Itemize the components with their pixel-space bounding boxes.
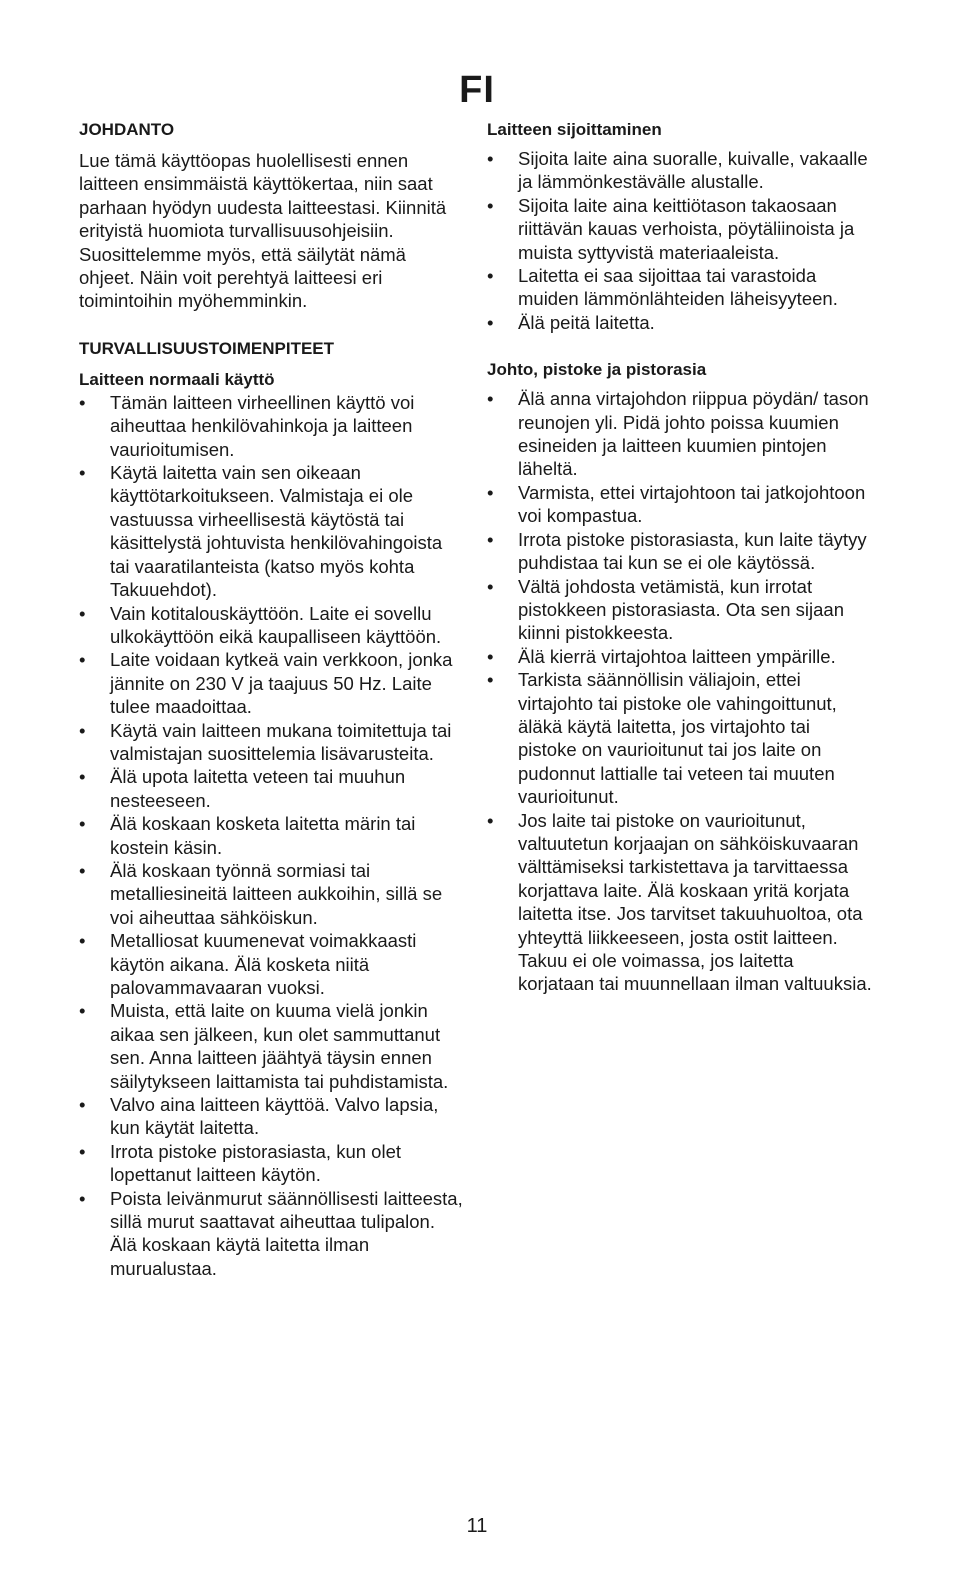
list-item-text: Älä koskaan kosketa laitetta märin tai kostein käsin. xyxy=(110,813,416,858)
intro-heading: JOHDANTO xyxy=(79,120,175,139)
bullet-icon: • xyxy=(79,930,86,952)
bullet-icon: • xyxy=(487,645,494,667)
list-item-text: Sijoita laite aina keittiötason takaosaan riittävän kauas verhoista, pöytäliinoista ja muista syttyvistä materiaaleista. xyxy=(518,194,855,263)
list-item xyxy=(487,481,872,528)
placement-heading: Laitteen sijoittaminen xyxy=(487,120,662,139)
list-item-text: Vain kotitalouskäyttöön. Laite ei sovellu ulkokäyttöön eikä kaupalliseen käyttöön. xyxy=(110,602,442,647)
list-item xyxy=(79,461,464,601)
bullet-icon: • xyxy=(79,649,86,671)
list-item xyxy=(79,602,464,649)
cord-list xyxy=(487,387,872,996)
right-column xyxy=(487,118,872,996)
list-item xyxy=(487,194,872,264)
list-item-text: Varmista, ettei virtajohtoon tai jatkojohtoon voi kompastua. xyxy=(518,481,866,527)
list-item-text: Poista leivänmurut säännöllisesti laitteesta, sillä murut saattavat aiheuttaa tulipalon. Älä koskaan käytä laitetta ilman murualustaa. xyxy=(110,1187,463,1279)
left-column xyxy=(79,118,464,1280)
list-item-text: Muista, että laite on kuuma vielä jonkin aikaa sen jälkeen, kun olet sammuttanut sen. Anna laitteen jäähtyä täysin ennen säilytykseen laittamista tai puhdistamista. xyxy=(110,1000,449,1092)
bullet-icon: • xyxy=(79,1187,86,1209)
list-item xyxy=(487,387,872,481)
bullet-icon: • xyxy=(487,528,494,550)
list-item xyxy=(79,1093,464,1140)
list-item-text: Vältä johdosta vetämistä, kun irrotat pistokkeen pistorasiasta. Ota sen sijaan kiinni pistokkeesta. xyxy=(518,575,844,644)
list-item xyxy=(79,859,464,929)
bullet-icon: • xyxy=(79,462,86,484)
bullet-icon: • xyxy=(487,194,494,216)
bullet-icon: • xyxy=(79,1094,86,1116)
intro-paragraph: Lue tämä käyttöopas huolellisesti ennen laitteen ensimmäistä käyttökertaa, niin saat parhaan hyödyn uudesta laitteestasi. Kiinnitä erityistä huomiota turvallisuusohjeisiin. Suosittelemme myös, että säilytät nämä ohjeet. Näin voit perehtyä laitteesi eri toimintoihin myöhemminkin. xyxy=(79,150,447,312)
list-item xyxy=(487,528,872,575)
bullet-icon: • xyxy=(79,1000,86,1022)
bullet-icon: • xyxy=(79,391,86,413)
list-item-text: Älä upota laitetta veteen tai muuhun nesteeseen. xyxy=(110,766,406,811)
cord-heading: Johto, pistoke ja pistorasia xyxy=(487,360,707,380)
list-item xyxy=(79,929,464,999)
bullet-icon: • xyxy=(79,1140,86,1162)
list-item xyxy=(487,264,872,311)
list-item-text: Laitetta ei saa sijoittaa tai varastoida muiden lämmönlähteiden läheisyyteen. xyxy=(518,265,838,310)
list-item-text: Älä kierrä virtajohtoa laitteen ympärille. xyxy=(518,645,836,667)
list-item xyxy=(79,391,464,461)
placement-list xyxy=(487,147,872,334)
list-item xyxy=(79,812,464,859)
list-item xyxy=(79,648,464,718)
bullet-icon: • xyxy=(79,766,86,788)
list-item-text: Laite voidaan kytkeä vain verkkoon, jonka jännite on 230 V ja taajuus 50 Hz. Laite tulee maadoittaa. xyxy=(110,649,453,718)
list-item-text: Tämän laitteen virheellinen käyttö voi aiheuttaa henkilövahinkoja ja laitteen vaurioitumisen. xyxy=(110,391,415,460)
list-item xyxy=(487,645,872,668)
list-item xyxy=(487,809,872,996)
list-item xyxy=(79,719,464,766)
bullet-icon: • xyxy=(487,575,494,597)
list-item xyxy=(79,765,464,812)
bullet-icon: • xyxy=(79,859,86,881)
bullet-icon: • xyxy=(487,809,494,831)
list-item-text: Tarkista säännöllisin väliajoin, ettei virtajohto tai pistoke ole vahingoittunut, äläkä käytä laitetta, jos virtajohto tai pistoke on vaurioitunut tai jos laite on pudonnut lattialle tai veteen tai muuten vaurioitunut. xyxy=(518,669,837,808)
list-item xyxy=(79,1187,464,1281)
language-code: FI xyxy=(459,69,495,111)
list-item-text: Älä peitä laitetta. xyxy=(518,311,655,333)
normal-use-list xyxy=(79,391,464,1280)
safety-heading: TURVALLISUUSTOIMENPITEET xyxy=(79,338,335,358)
bullet-icon: • xyxy=(487,481,494,503)
page-number: 11 xyxy=(466,1515,488,1537)
list-item-text: Jos laite tai pistoke on vaurioitunut, valtuutetun korjaajan on sähköiskuvaaran välttämiseksi tarkistettava ja tarvittaessa korjattava laite. Älä koskaan yritä korjata laitetta itse. Jos tarvitset takuuhuoltoa, ota yhteyttä liikkeeseen, josta ostit laitteen. Takuu ei ole voimassa, jos laitetta korjataan tai muunnellaan ilman valtuuksia. xyxy=(518,809,872,995)
bullet-icon: • xyxy=(79,719,86,741)
list-item-text: Irrota pistoke pistorasiasta, kun laite täytyy puhdistaa tai kun se ei ole käytössä. xyxy=(518,528,867,574)
list-item-text: Käytä laitetta vain sen oikeaan käyttötarkoitukseen. Valmistaja ei ole vastuussa virheellisestä käytöstä tai käsittelystä johtuvista henkilövahingoista tai vaaratilanteista (katso myös kohta Takuuehdot). xyxy=(110,462,443,601)
list-item xyxy=(79,1140,464,1187)
list-item-text: Valvo aina laitteen käyttöä. Valvo lapsia, kun käytät laitetta. xyxy=(110,1094,439,1139)
list-item-text: Sijoita laite aina suoralle, kuivalle, vakaalle ja lämmönkestävälle alustalle. xyxy=(518,148,868,193)
list-item xyxy=(487,575,872,645)
bullet-icon: • xyxy=(487,388,494,410)
bullet-icon: • xyxy=(79,602,86,624)
list-item xyxy=(487,668,872,808)
list-item-text: Käytä vain laitteen mukana toimitettuja tai valmistajan suosittelemia lisävarusteita. xyxy=(110,719,452,764)
list-item-text: Älä anna virtajohdon riippua pöydän/ tason reunojen yli. Pidä johto poissa kuumien esineiden ja laitteen kuumien pintojen läheltä. xyxy=(518,388,869,480)
list-item-text: Älä koskaan työnnä sormiasi tai metalliesineitä laitteen aukkoihin, sillä se voi aiheuttaa sähköiskun. xyxy=(110,859,443,928)
list-item-text: Irrota pistoke pistorasiasta, kun olet lopettanut laitteen käytön. xyxy=(110,1140,402,1186)
list-item xyxy=(487,311,872,334)
normal-use-heading: Laitteen normaali käyttö xyxy=(79,369,275,389)
bullet-icon: • xyxy=(487,265,494,287)
list-item xyxy=(487,147,872,194)
bullet-icon: • xyxy=(487,669,494,691)
bullet-icon: • xyxy=(79,813,86,835)
list-item xyxy=(79,999,464,1093)
bullet-icon: • xyxy=(487,311,494,333)
bullet-icon: • xyxy=(487,148,494,169)
list-item-text: Metalliosat kuumenevat voimakkaasti käytön aikana. Älä kosketa niitä palovammavaaran vuoksi. xyxy=(110,930,417,998)
